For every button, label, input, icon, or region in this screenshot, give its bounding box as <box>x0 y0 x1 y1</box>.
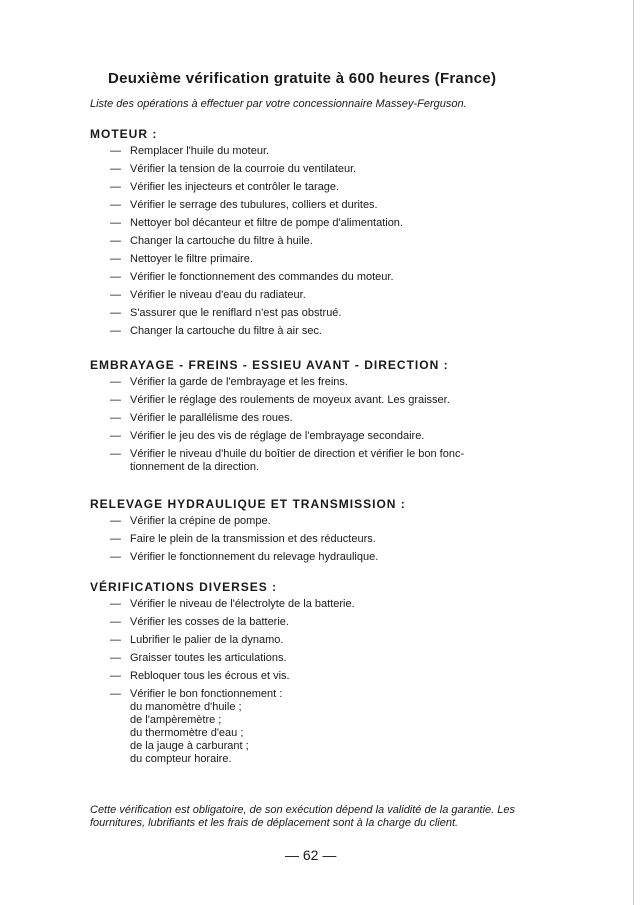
operation-text: Remplacer l'huile du moteur. <box>130 145 270 157</box>
operation-item <box>90 199 560 212</box>
operation-item <box>90 163 560 176</box>
operation-text: Nettoyer le filtre primaire. <box>130 253 253 265</box>
bullet-dash: — <box>110 551 121 563</box>
bullet-dash: — <box>110 253 121 265</box>
operation-item <box>90 670 560 683</box>
operation-text: Vérifier le niveau de l'électrolyte de la batterie. <box>130 598 355 610</box>
operation-item <box>90 448 560 474</box>
bullet-dash: — <box>110 515 121 527</box>
operation-text: Vérifier le serrage des tubulures, colliers et durites. <box>130 199 378 211</box>
operation-item <box>90 376 560 389</box>
operation-text: de l'ampèremètre ; <box>130 714 222 726</box>
section-moteur <box>90 127 560 343</box>
operation-text: Vérifier la tension de la courroie du ventilateur. <box>130 163 357 175</box>
bullet-dash: — <box>110 235 121 247</box>
bullet-dash: — <box>110 307 121 319</box>
operation-text: Rebloquer tous les écrous et vis. <box>130 670 290 682</box>
operation-text: Vérifier la garde de l'embrayage et les freins. <box>130 376 348 388</box>
operation-item <box>90 253 560 266</box>
operation-text: Vérifier la crépine de pompe. <box>130 515 271 527</box>
section-heading: RELEVAGE HYDRAULIQUE ET TRANSMISSION : <box>90 497 406 511</box>
operation-item <box>90 688 560 766</box>
operation-text: Vérifier les injecteurs et contrôler le tarage. <box>130 181 340 193</box>
bullet-dash: — <box>110 394 121 406</box>
operation-text: Vérifier le bon fonctionnement : <box>130 688 283 700</box>
section-embrayage-freins <box>90 358 560 479</box>
operation-text: Changer la cartouche du filtre à air sec. <box>130 325 322 337</box>
operation-list <box>90 515 560 564</box>
warranty-note: Cette vérification est obligatoire, de son exécution dépend la validité de la garantie. Les fournitures, lubrifiants et les frais de déplacement sont à la charge du client. <box>90 804 515 829</box>
page-edge <box>633 0 634 905</box>
page-subtitle: Liste des opérations à effectuer par votre concessionnaire Massey-Ferguson. <box>90 98 467 110</box>
operation-list <box>90 376 560 474</box>
operation-text: du manomètre d'huile ; <box>130 701 242 713</box>
operation-item <box>90 307 560 320</box>
operation-item <box>90 394 560 407</box>
bullet-dash: — <box>110 688 121 700</box>
operation-item <box>90 181 560 194</box>
section-verifications-diverses <box>90 580 560 771</box>
bullet-dash: — <box>110 145 121 157</box>
bullet-dash: — <box>110 448 121 460</box>
operation-item <box>90 533 560 546</box>
operation-text: Vérifier les cosses de la batterie. <box>130 616 289 628</box>
operation-text: Vérifier le niveau d'huile du boîtier de direction et vérifier le bon fonc- <box>130 448 465 460</box>
operation-list <box>90 145 560 338</box>
operation-text: du compteur horaire. <box>130 753 232 765</box>
operation-list <box>90 598 560 766</box>
operation-text: Vérifier le fonctionnement du relevage hydraulique. <box>130 551 379 563</box>
operation-item <box>90 145 560 158</box>
operation-text: Nettoyer bol décanteur et filtre de pompe d'alimentation. <box>130 217 403 229</box>
operation-item <box>90 515 560 528</box>
bullet-dash: — <box>110 430 121 442</box>
section-relevage-transmission <box>90 497 560 569</box>
operation-text: Changer la cartouche du filtre à huile. <box>130 235 313 247</box>
bullet-dash: — <box>110 652 121 664</box>
bullet-dash: — <box>110 271 121 283</box>
operation-item <box>90 634 560 647</box>
operation-text: Vérifier le jeu des vis de réglage de l'embrayage secondaire. <box>130 430 425 442</box>
bullet-dash: — <box>110 163 121 175</box>
page-title: Deuxième vérification gratuite à 600 heures (France) <box>108 70 497 87</box>
operation-text: Vérifier le réglage des roulements de moyeux avant. Les graisser. <box>130 394 450 406</box>
bullet-dash: — <box>110 412 121 424</box>
operation-text: Faire le plein de la transmission et des réducteurs. <box>130 533 376 545</box>
operation-text: du thermomètre d'eau ; <box>130 727 244 739</box>
operation-item <box>90 271 560 284</box>
operation-text: tionnement de la direction. <box>130 461 260 473</box>
section-heading: MOTEUR : <box>90 127 158 141</box>
operation-item <box>90 217 560 230</box>
bullet-dash: — <box>110 616 121 628</box>
operation-text: Vérifier le fonctionnement des commandes du moteur. <box>130 271 394 283</box>
bullet-dash: — <box>110 598 121 610</box>
operation-item <box>90 235 560 248</box>
section-heading: EMBRAYAGE - FREINS - ESSIEU AVANT - DIRECTION : <box>90 358 449 372</box>
operation-item <box>90 652 560 665</box>
operation-text: S'assurer que le reniflard n'est pas obstrué. <box>130 307 342 319</box>
operation-text: Lubrifier le palier de la dynamo. <box>130 634 284 646</box>
operation-item <box>90 430 560 443</box>
operation-item <box>90 325 560 338</box>
operation-text: Graisser toutes les articulations. <box>130 652 287 664</box>
bullet-dash: — <box>110 181 121 193</box>
bullet-dash: — <box>110 199 121 211</box>
operation-item <box>90 616 560 629</box>
operation-text: Vérifier le parallélisme des roues. <box>130 412 293 424</box>
bullet-dash: — <box>110 376 121 388</box>
operation-item <box>90 551 560 564</box>
bullet-dash: — <box>110 634 121 646</box>
bullet-dash: — <box>110 217 121 229</box>
section-heading: VÉRIFICATIONS DIVERSES : <box>90 580 278 594</box>
operation-item <box>90 598 560 611</box>
bullet-dash: — <box>110 325 121 337</box>
operation-text: de la jauge à carburant ; <box>130 740 249 752</box>
operation-item <box>90 412 560 425</box>
operation-item <box>90 289 560 302</box>
bullet-dash: — <box>110 670 121 682</box>
bullet-dash: — <box>110 289 121 301</box>
page-number: — 62 — <box>285 847 337 863</box>
bullet-dash: — <box>110 533 121 545</box>
operation-text: Vérifier le niveau d'eau du radiateur. <box>130 289 306 301</box>
